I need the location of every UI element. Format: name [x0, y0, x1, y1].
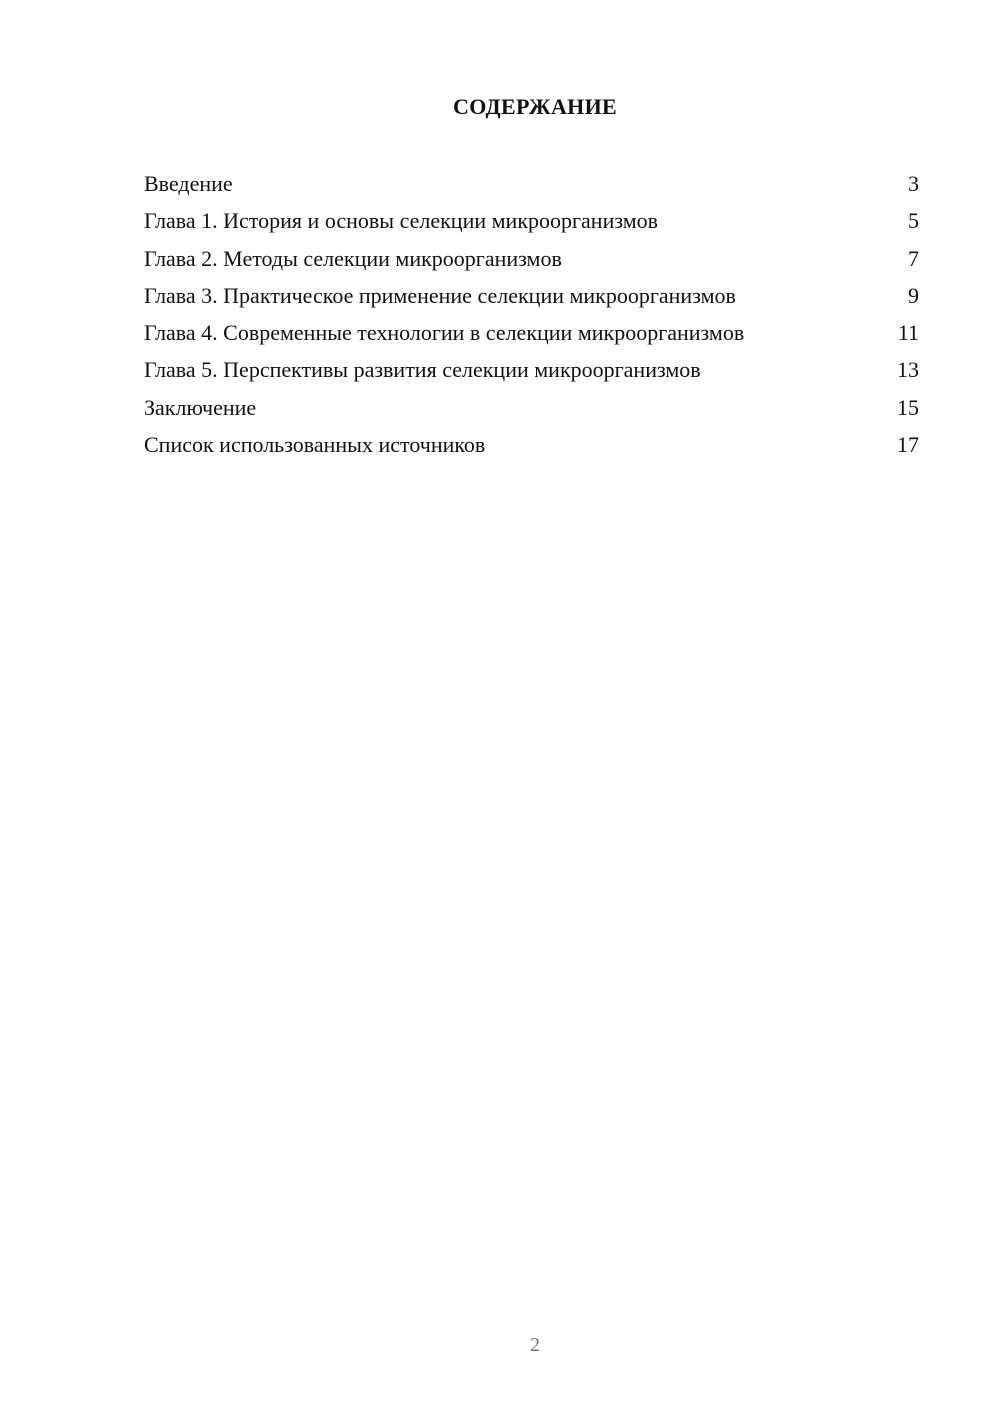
toc-list	[144, 170, 919, 468]
toc-item-page: 3	[908, 171, 919, 196]
toc-item-chapter-5	[144, 356, 919, 393]
toc-item-page: 9	[908, 282, 919, 308]
toc-item-chapter-1	[144, 207, 919, 244]
toc-item-page: 15	[897, 394, 919, 420]
toc-item-chapter-3	[144, 282, 919, 319]
toc-item-page: 13	[897, 357, 919, 383]
toc-item-label: Введение	[144, 171, 233, 196]
toc-item-page: 17	[897, 432, 919, 458]
page-number: 2	[530, 1334, 540, 1356]
toc-item-label: Заключение	[144, 394, 257, 420]
toc-item-introduction	[144, 170, 919, 207]
toc-item-references	[144, 431, 919, 468]
toc-title: СОДЕРЖАНИЕ	[453, 94, 617, 119]
toc-item-conclusion	[144, 394, 919, 431]
toc-item-label: Глава 2. Методы селекции микроорганизмов	[144, 245, 562, 271]
toc-item-page: 5	[908, 208, 919, 234]
toc-item-label: Список использованных источников	[144, 432, 486, 458]
toc-item-label: Глава 4. Современные технологии в селекции микроорганизмов	[144, 320, 745, 346]
toc-item-chapter-2	[144, 245, 919, 282]
toc-item-page: 11	[897, 320, 919, 346]
toc-item-label: Глава 1. История и основы селекции микроорганизмов	[144, 208, 659, 234]
toc-item-label: Глава 3. Практическое применение селекции микроорганизмов	[144, 282, 736, 308]
toc-item-page: 7	[908, 245, 919, 271]
toc-item-label: Глава 5. Перспективы развития селекции микроорганизмов	[144, 357, 701, 383]
toc-item-chapter-4	[144, 319, 919, 356]
